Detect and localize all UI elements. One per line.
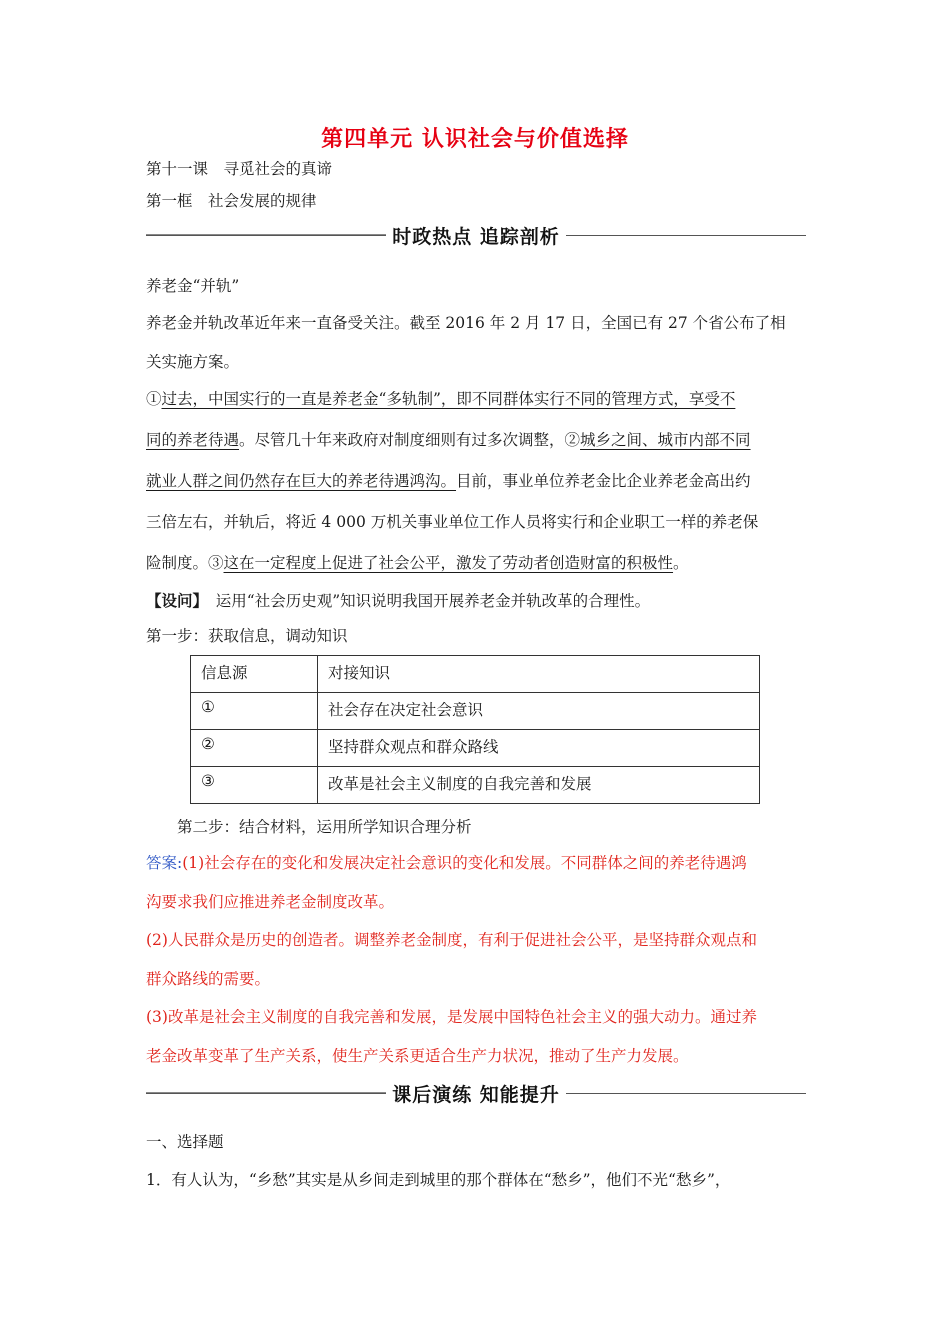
table-row <box>191 767 760 804</box>
banner-rule-right <box>566 235 806 236</box>
question-1: 1．有人认为，“乡愁”其实是从乡间走到城里的那个群体在“愁乡”，他们不光“愁乡”， <box>146 1171 731 1189</box>
paragraph-line <box>146 387 735 409</box>
table-cell: ② <box>191 730 318 767</box>
paragraph-line <box>146 469 751 491</box>
question-tag: 【设问】 <box>146 591 201 610</box>
banner-rule-left <box>146 1093 386 1094</box>
answer-line: 沟要求我们应推进养老金制度改革。 <box>146 893 395 911</box>
table-row <box>191 693 760 730</box>
answer-label: 答案: <box>146 854 183 872</box>
paragraph-line <box>146 551 689 573</box>
table-cell: ① <box>191 693 318 730</box>
banner-title: 课后演练 知能提升 <box>392 1083 560 1106</box>
paragraph-line: 关实施方案。 <box>146 353 240 371</box>
answer-line: 群众路线的需要。 <box>146 970 271 988</box>
section-title: 第一框 社会发展的规律 <box>146 192 317 210</box>
question <box>146 589 650 611</box>
plain-text: 目前，事业单位养老金比企业养老金高出约 <box>456 472 751 490</box>
plain-text: 。 <box>673 554 689 572</box>
marker-1: ① <box>146 390 162 408</box>
topic-heading: 养老金“并轨” <box>146 277 240 295</box>
answer-line: (2)人民群众是历史的创造者。调整养老金制度，有利于促进社会公平，是坚持群众观点和 <box>146 931 757 949</box>
step-one: 第一步：获取信息，调动知识 <box>146 627 348 645</box>
info-table <box>190 655 760 804</box>
banner-title: 时政热点 追踪剖析 <box>392 225 560 248</box>
step-two: 第二步：结合材料，运用所学知识合理分析 <box>177 818 472 836</box>
paragraph-line <box>146 428 751 450</box>
table-row <box>191 730 760 767</box>
unit-title: 第四单元 认识社会与价值选择 <box>321 127 629 152</box>
table-cell: ③ <box>191 767 318 804</box>
underlined-text: 过去，中国实行的一直是养老金“多轨制”，即不同群体实行不同的管理方式，享受不 <box>161 390 736 408</box>
section-choice-heading: 一、选择题 <box>146 1133 224 1151</box>
answer-line: 老金改革变革了生产关系，使生产关系更适合生产力状况，推动了生产力发展。 <box>146 1047 689 1065</box>
lesson-title: 第十一课 寻觅社会的真谛 <box>146 160 333 178</box>
table-cell: 坚持群众观点和群众路线 <box>318 730 760 767</box>
plain-text: 。尽管几十年来政府对制度细则有过多次调整，② <box>239 431 581 449</box>
table-header-row <box>191 656 760 693</box>
underlined-text: 城乡之间、城市内部不同 <box>580 431 751 449</box>
table-cell: 社会存在决定社会意识 <box>318 693 760 730</box>
table-header: 对接知识 <box>318 656 760 693</box>
answer-text: (1)社会存在的变化和发展决定社会意识的变化和发展。不同群体之间的养老待遇鸿 <box>182 854 747 872</box>
underlined-text: 同的养老待遇 <box>146 431 240 449</box>
underlined-text: 就业人群之间仍然存在巨大的养老待遇鸿沟。 <box>146 472 457 490</box>
table-header: 信息源 <box>191 656 318 693</box>
paragraph-line: 养老金并轨改革近年来一直备受关注。截至 2016 年 2 月 17 日，全国已有 27 个省公布了相 <box>146 314 786 332</box>
answer-line: (3)改革是社会主义制度的自我完善和发展，是发展中国特色社会主义的强大动力。通过养 <box>146 1008 757 1026</box>
banner-practice <box>146 1078 806 1108</box>
banner-hot-topics <box>146 220 806 250</box>
answer-line <box>146 851 747 873</box>
table-cell: 改革是社会主义制度的自我完善和发展 <box>318 767 760 804</box>
question-text: 运用“社会历史观”知识说明我国开展养老金并轨改革的合理性。 <box>215 592 651 610</box>
underlined-text: 这在一定程度上促进了社会公平，激发了劳动者创造财富的积极性 <box>223 554 674 572</box>
plain-text: 险制度。③ <box>146 554 224 572</box>
banner-rule-right <box>566 1093 806 1094</box>
banner-rule-left <box>146 235 386 236</box>
paragraph-line: 三倍左右，并轨后，将近 4 000 万机关事业单位工作人员将实行和企业职工一样的养老保 <box>146 513 759 531</box>
